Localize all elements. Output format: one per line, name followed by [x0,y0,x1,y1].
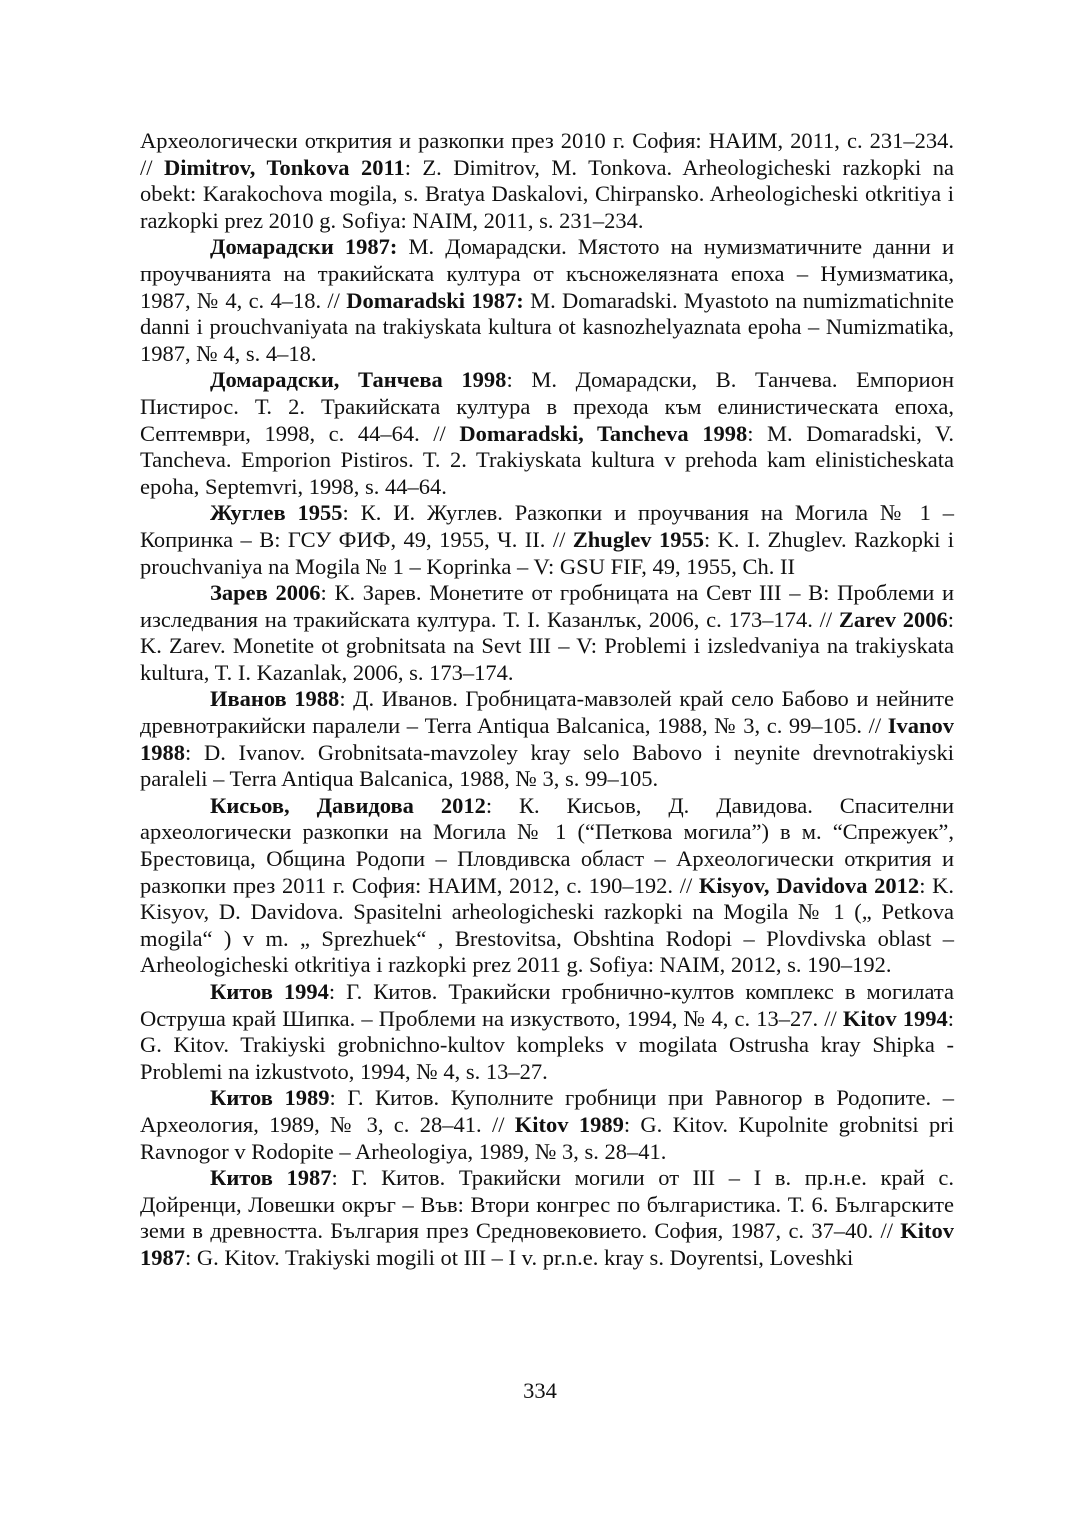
bibliography-entry [140,1165,954,1271]
entry-key: Домарадски 1987: [210,234,398,260]
entry-key: Zarev 2006 [838,606,948,632]
entry-key: Китов 1987 [210,1165,332,1191]
entry-text: : G. Kitov. Trakiyski mogili ot III – I v. pr.n.e. kray s. Doyrentsi, Loveshki [185,1244,854,1270]
entry-text: : K. Zarev. Monetite ot grobnitsata na Sevt III – V: Problemi i izsledvaniya na trakiyskata kultura, T. I. Kazanlak, 2006, s. 173–174. [140,606,954,685]
entry-text: : Г. Китов. Куполните гробници при Равногор в Родопите. – Археология, 1989, № 3, с. 28–41. // [140,1085,954,1137]
entry-text: Археологически открития и разкопки през 2010 г. София: НАИМ, 2011, с. 231–234. // [140,128,954,180]
entry-key: Zhuglev 1955 [572,526,704,552]
entry-key: Ivanov 1988 [140,713,954,765]
entry-key: Жуглев 1955 [210,500,343,526]
entry-text: : Z. Dimitrov, M. Tonkova. Arheologicheski razkopki na obekt: Karakochova mogila, s. Bratya Daskalovi, Chirpansko. Arheologicheski otkritiya i razkopki prez 2010 g. Sofiya: NAIM, 2011, s. 231–234. [140,154,954,233]
bibliography-entry [140,500,954,580]
entry-key: Иванов 1988 [210,686,340,712]
bibliography-entry [140,793,954,979]
entry-key: Dimitrov, Tonkova 2011 [163,154,405,180]
bibliography-entry [140,1085,954,1165]
entry-text: М. Домарадски. Мястото на нумизматичните данни и проучванията на тракийската култура от късножелязната епоха – Нумизматика, 1987, № 4, с. 4–18. // [140,234,954,313]
entry-text: : Г. Китов. Тракийски могили от III – I в. пр.н.е. край с. Дойренци, Ловешки окръг – Във: Втори конгрес по българистика. Т. 6. Българските земи в древността. България през Средновековието. София, 1987, с. 37–40. // [140,1165,954,1244]
entry-text: M. Domaradski. Myastoto na numizmatichnite danni i prouchvaniyata na trakiyskata kultura ot kasnozhelyaznata epoha – Numizmatika, 1987, № 4, s. 4–18. [140,287,954,366]
entry-key: Kisyov, Davidova 2012 [698,872,920,898]
entry-key: Domaradski, Tancheva 1998 [459,420,748,446]
entry-key: Китов 1989 [210,1085,330,1111]
entry-text: : G. Kitov. Kupolnite grobnitsi pri Ravnogor v Rodopite – Arheologiya, 1989, № 3, s. 28–41. [140,1111,955,1164]
entry-key: Китов 1994 [210,979,329,1004]
entry-text: : М. Домарадски, В. Танчева. Емпорион Пистирос. Т. 2. Тракийската култура в прехода към елинистическата епоха, Септември, 1998, с. 44–64. // [140,367,954,446]
entry-key: Домарадски, Танчева 1998 [210,367,507,393]
entry-key: Kitov 1994 [842,1005,948,1031]
page-number: 334 [523,1378,557,1403]
entry-text: : M. Domaradski, V. Tancheva. Emporion Pistiros. T. 2. Trakiyskata kultura v prehoda kam elinisticheskata epoha, Septemvri, 1998, s. 44–64. [140,420,954,499]
entry-text: : K. I. Zhuglev. Razkopki i prouchvaniya na Mogila № 1 – Koprinka – V: GSU FIF, 49, 1955, Ch. II [140,526,954,579]
bibliography-entry [140,580,954,686]
entry-key: Кисьов, Давидова 2012 [210,792,486,818]
bibliography-entry [140,367,954,500]
entry-text: : Г. Китов. Тракийски гробнично-култов комплекс в могилата Оструша край Шипка. – Проблеми на изкуството, 1994, № 4, с. 13–27. // [140,979,955,1031]
bibliography-entry [140,979,954,1085]
entry-text: : Д. Иванов. Гробницата-мавзолей край село Бабово и нейните древнотракийски паралели – Terra Antiqua Balcanica, 1988, № 3, с. 99–105. // [140,686,954,739]
entry-key: Зарев 2006 [210,580,321,606]
entry-text: : G. Kitov. Trakiyski grobnichno-kultov kompleks v mogilata Ostrusha kray Shipka - Problemi na izkustvoto, 1994, № 4, s. 13–27. [140,1005,955,1084]
entry-text: : D. Ivanov. Grobnitsata-mavzoley kray selo Babovo i neynite drevnotrakiyski paraleli – Terra Antiqua Balcanica, 1988, № 3, s. 99–105. [140,739,954,792]
entry-key: Kitov 1989 [514,1111,624,1137]
bibliography-entry [140,686,954,792]
bibliography-text [140,128,954,1272]
entry-text: : K. Kisyov, D. Davidova. Spasitelni arheologicheski razkopki na Mogila № 1 („ Petkova mogila“ ) v m. „ Sprezhuek“ , Brestovitsa, Obshtina Rodopi – Plovdivska oblast – Arheologicheski otkritiya i razkopki prez 2011 g. Sofiya: NAIM, 2012, s. 190–192. [140,872,954,978]
entry-text: : К. Зарев. Монетите от гробницата на Севт III – В: Проблеми и изследвания на тракийската култура. Т. I. Казанлък, 2006, с. 173–174. // [140,580,955,632]
bibliography-entry [140,234,954,367]
entry-text: : К. И. Жуглев. Разкопки и проучвания на Могила № 1 – Копринка – В: ГСУ ФИФ, 49, 1955, Ч. II. // [140,500,954,552]
bibliography-entry [140,128,954,234]
entry-key: Domaradski 1987: [346,287,524,313]
entry-key: Kitov 1987 [140,1218,954,1270]
entry-text: : К. Кисьов, Д. Давидова. Спасителни археологически разкопки на Могила № 1 (“Петкова могила”) в м. “Спрежуек”, Брестовица, Община Родопи – Пловдивска област – Археологически открития и разкопки през 2011 г. София: НАИМ, 2012, с. 190–192. // [140,792,954,898]
